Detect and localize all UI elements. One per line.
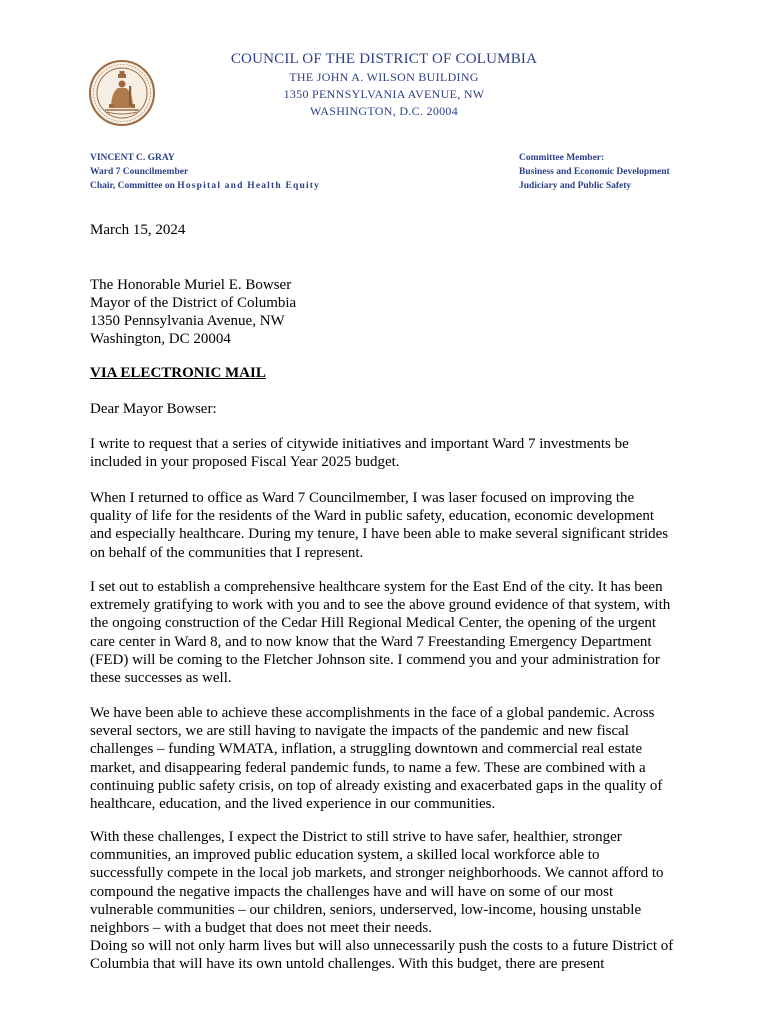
- recipient-line: Mayor of the District of Columbia: [90, 295, 297, 311]
- councilmember-name: VINCENT C. GRAY: [90, 153, 175, 163]
- paragraph-line: compound the negative impacts the challenges have and will have on some of our most: [90, 883, 614, 900]
- body-paragraph: [90, 704, 690, 813]
- paragraph-line: I set out to establish a comprehensive healthcare system for the East End of the city. It has been: [90, 579, 663, 595]
- paragraph-line: challenges – funding WMATA, inflation, a struggling downtown and commercial real estate: [90, 741, 643, 758]
- councilmember-chair: [90, 179, 320, 193]
- recipient-line: 1350 Pennsylvania Avenue, NW: [90, 313, 285, 329]
- paragraph-line: these successes as well.: [90, 670, 232, 687]
- paragraph-line: successfully compete in the local job markets, and stronger neighborhoods. We cannot afford to: [90, 865, 664, 882]
- paragraph-line: care center in Ward 8, and to now know that the Ward 7 Freestanding Emergency Department: [90, 633, 652, 650]
- committee-item: Business and Economic Development: [519, 167, 670, 177]
- councilmember-ward: Ward 7 Councilmember: [90, 167, 189, 177]
- paragraph-line: neighbors – with a budget that does not meet their needs.: [90, 920, 433, 937]
- paragraph-line: When I returned to office as Ward 7 Councilmember, I was laser focused on improving the: [90, 490, 635, 506]
- paragraph-line: included in your proposed Fiscal Year 2025 budget.: [90, 454, 400, 471]
- salutation: Dear Mayor Bowser:: [90, 401, 217, 417]
- paragraph-line: Doing so will not only harm lives but will also unnecessarily push the costs to a future District of: [90, 938, 674, 955]
- paragraph-line: (FED) will be coming to the Fletcher Johnson site. I commend you and your administration for: [90, 651, 660, 668]
- recipient-line: The Honorable Muriel E. Bowser: [90, 277, 292, 293]
- committee-item: Judiciary and Public Safety: [519, 181, 632, 191]
- body-paragraph: [90, 828, 690, 974]
- paragraph-line: communities, an improved public education system, a skilled local workforce able to: [90, 847, 600, 864]
- address-street: 1350 PENNSYLVANIA AVENUE, NW: [283, 87, 485, 101]
- letter-date: March 15, 2024: [90, 222, 186, 238]
- chair-prefix: Chair, Committee on: [90, 181, 178, 191]
- paragraph-line: the ongoing construction of the Cedar Hill Regional Medical Center, the opening of the urgent: [90, 615, 657, 632]
- paragraph-line: continuing public safety crisis, on top of already existing and exacerbated gaps in the quality of: [90, 777, 663, 794]
- paragraph-line: market, and disappearing federal pandemic funds, to name a few. These are combined with a: [90, 759, 646, 776]
- paragraph-line: on behalf of the communities that I represent.: [90, 544, 364, 561]
- paragraph-line: We have been able to achieve these accomplishments in the face of a global pandemic. Across: [90, 705, 655, 721]
- paragraph-line: healthcare, education, and the lived experience in our communities.: [90, 796, 496, 813]
- address-building: THE JOHN A. WILSON BUILDING: [289, 70, 479, 84]
- paragraph-line: quality of life for the residents of the Ward in public safety, education, economic development: [90, 508, 655, 525]
- paragraph-line: Columbia that will have its own untold challenges. With this budget, there are present: [90, 956, 605, 973]
- chair-committee: Hospital and Health Equity: [177, 181, 321, 191]
- paragraph-line: I write to request that a series of citywide initiatives and important Ward 7 investments be: [90, 436, 629, 452]
- councilmember-block: [90, 151, 320, 193]
- paragraph-line: extremely gratifying to work with you and to see the above ground evidence of that system, with: [90, 597, 671, 614]
- paragraph-line: vulnerable communities – our children, seniors, underserved, low-income, housing unstable: [90, 901, 642, 918]
- body-paragraph: [90, 489, 690, 562]
- committee-membership-block: [519, 151, 670, 193]
- recipient-line: Washington, DC 20004: [90, 331, 231, 347]
- paragraph-line: and especially healthcare. During my tenure, I have been able to make several significant strides: [90, 526, 669, 543]
- body-paragraph: [90, 578, 690, 687]
- recipient-address: [90, 276, 296, 348]
- delivery-method: VIA ELECTRONIC MAIL: [90, 365, 266, 381]
- committee-heading: Committee Member:: [519, 153, 605, 163]
- paragraph-line: several sectors, we are still having to navigate the impacts of the pandemic and new fiscal: [90, 723, 629, 740]
- body-paragraph: [90, 435, 690, 471]
- council-title: COUNCIL OF THE DISTRICT OF COLUMBIA: [230, 51, 538, 67]
- paragraph-line: With these challenges, I expect the District to still strive to have safer, healthier, stronger: [90, 829, 622, 845]
- address-city: WASHINGTON, D.C. 20004: [309, 104, 459, 118]
